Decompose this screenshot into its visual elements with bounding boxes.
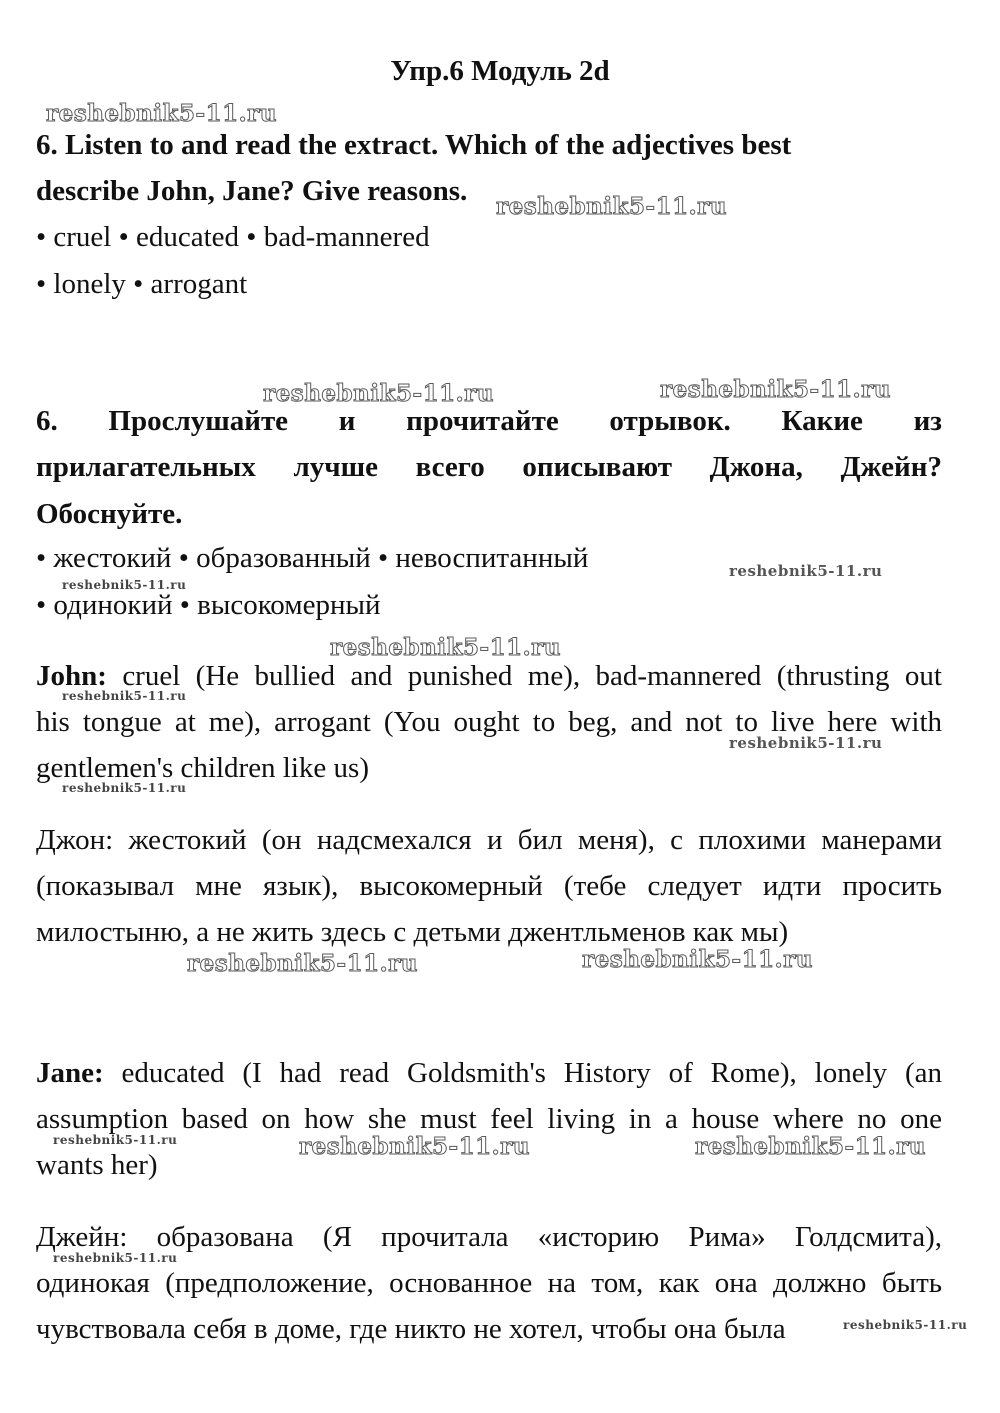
watermark: reshebnik5-11.ru: [53, 1133, 178, 1147]
ru-word: Какие: [781, 405, 863, 437]
john-ru-line-3: милостыню, а не жить здесь с детьми джентльменов как мы): [36, 916, 789, 948]
ru-word: 6.: [36, 405, 58, 437]
watermark: reshebnik5-11.ru: [53, 1251, 178, 1265]
ru-word: всего: [415, 451, 485, 483]
ru-word: Джона,: [709, 451, 803, 483]
jane-ru-line-2: одинокая (предположение, основанное на том, как она должно быть: [36, 1267, 942, 1299]
watermark: reshebnik5-11.ru: [843, 1318, 968, 1332]
ru-task-line-3: Обоснуйте.: [36, 498, 183, 530]
ru-word: отрывок.: [609, 405, 731, 437]
en-task-line-2: describe John, Jane? Give reasons.: [36, 175, 468, 207]
jane-label: Jane:: [36, 1057, 104, 1089]
page-title: Упр.6 Модуль 2d: [390, 55, 610, 87]
watermark: reshebnik5-11.ru: [299, 1133, 530, 1160]
jane-ru-line-1: Джейн: образована (Я прочитала «историю Рима» Голдсмита),: [36, 1221, 942, 1253]
watermark: reshebnik5-11.ru: [62, 689, 187, 703]
ru-options-line-2: • одинокий • высокомерный: [36, 589, 381, 621]
watermark: reshebnik5-11.ru: [46, 100, 277, 127]
en-task-line-1: 6. Listen to and read the extract. Which of the adjectives best: [36, 129, 792, 161]
john-ru-line-2: (показывал мне язык), высокомерный (тебе следует идти просить: [36, 870, 942, 902]
watermark: reshebnik5-11.ru: [582, 946, 813, 973]
watermark: reshebnik5-11.ru: [729, 734, 883, 752]
ru-word: Джейн?: [840, 451, 942, 483]
john-label: John:: [36, 660, 107, 692]
watermark: reshebnik5-11.ru: [695, 1133, 926, 1160]
watermark: reshebnik5-11.ru: [660, 376, 891, 403]
jane-en-text-1: educated (I had read Goldsmith's History of Rome), lonely (an: [121, 1057, 943, 1089]
watermark: reshebnik5-11.ru: [263, 380, 494, 407]
ru-word: и: [338, 405, 356, 437]
ru-word: лучше: [293, 451, 378, 483]
ru-word: прилагательных: [36, 451, 256, 483]
john-en-line-2: his tongue at me), arrogant (You ought to beg, and not to live here with: [36, 706, 942, 738]
watermark: reshebnik5-11.ru: [729, 562, 883, 580]
en-options-line-2: • lonely • arrogant: [36, 268, 248, 300]
ru-options-line-1: • жестокий • образованный • невоспитанный: [36, 542, 589, 574]
ru-word: описывают: [522, 451, 672, 483]
john-en-text-1: cruel (He bullied and punished me), bad-mannered (thrusting out: [122, 660, 942, 692]
jane-en-line-2: assumption based on how she must feel living in a house where no one: [36, 1103, 942, 1135]
jane-en-line-3: wants her): [36, 1149, 158, 1181]
jane-ru-line-3: чувствовала себя в доме, где никто не хотел, чтобы она была: [36, 1313, 786, 1345]
jane-en-line-1: [36, 1050, 942, 1096]
watermark: reshebnik5-11.ru: [187, 950, 418, 977]
john-en-line-3: gentlemen's children like us): [36, 752, 369, 784]
ru-task-line-2: [36, 444, 942, 490]
en-options-line-1: • cruel • educated • bad-mannered: [36, 221, 430, 253]
ru-word: из: [913, 405, 942, 437]
ru-word: Прослушайте: [108, 405, 289, 437]
watermark: reshebnik5-11.ru: [496, 193, 727, 220]
watermark: reshebnik5-11.ru: [330, 634, 561, 661]
ru-word: прочитайте: [406, 405, 559, 437]
watermark: reshebnik5-11.ru: [62, 781, 187, 795]
watermark: reshebnik5-11.ru: [62, 578, 187, 592]
john-ru-line-1: Джон: жестокий (он надсмехался и бил меня), с плохими манерами: [36, 824, 942, 856]
